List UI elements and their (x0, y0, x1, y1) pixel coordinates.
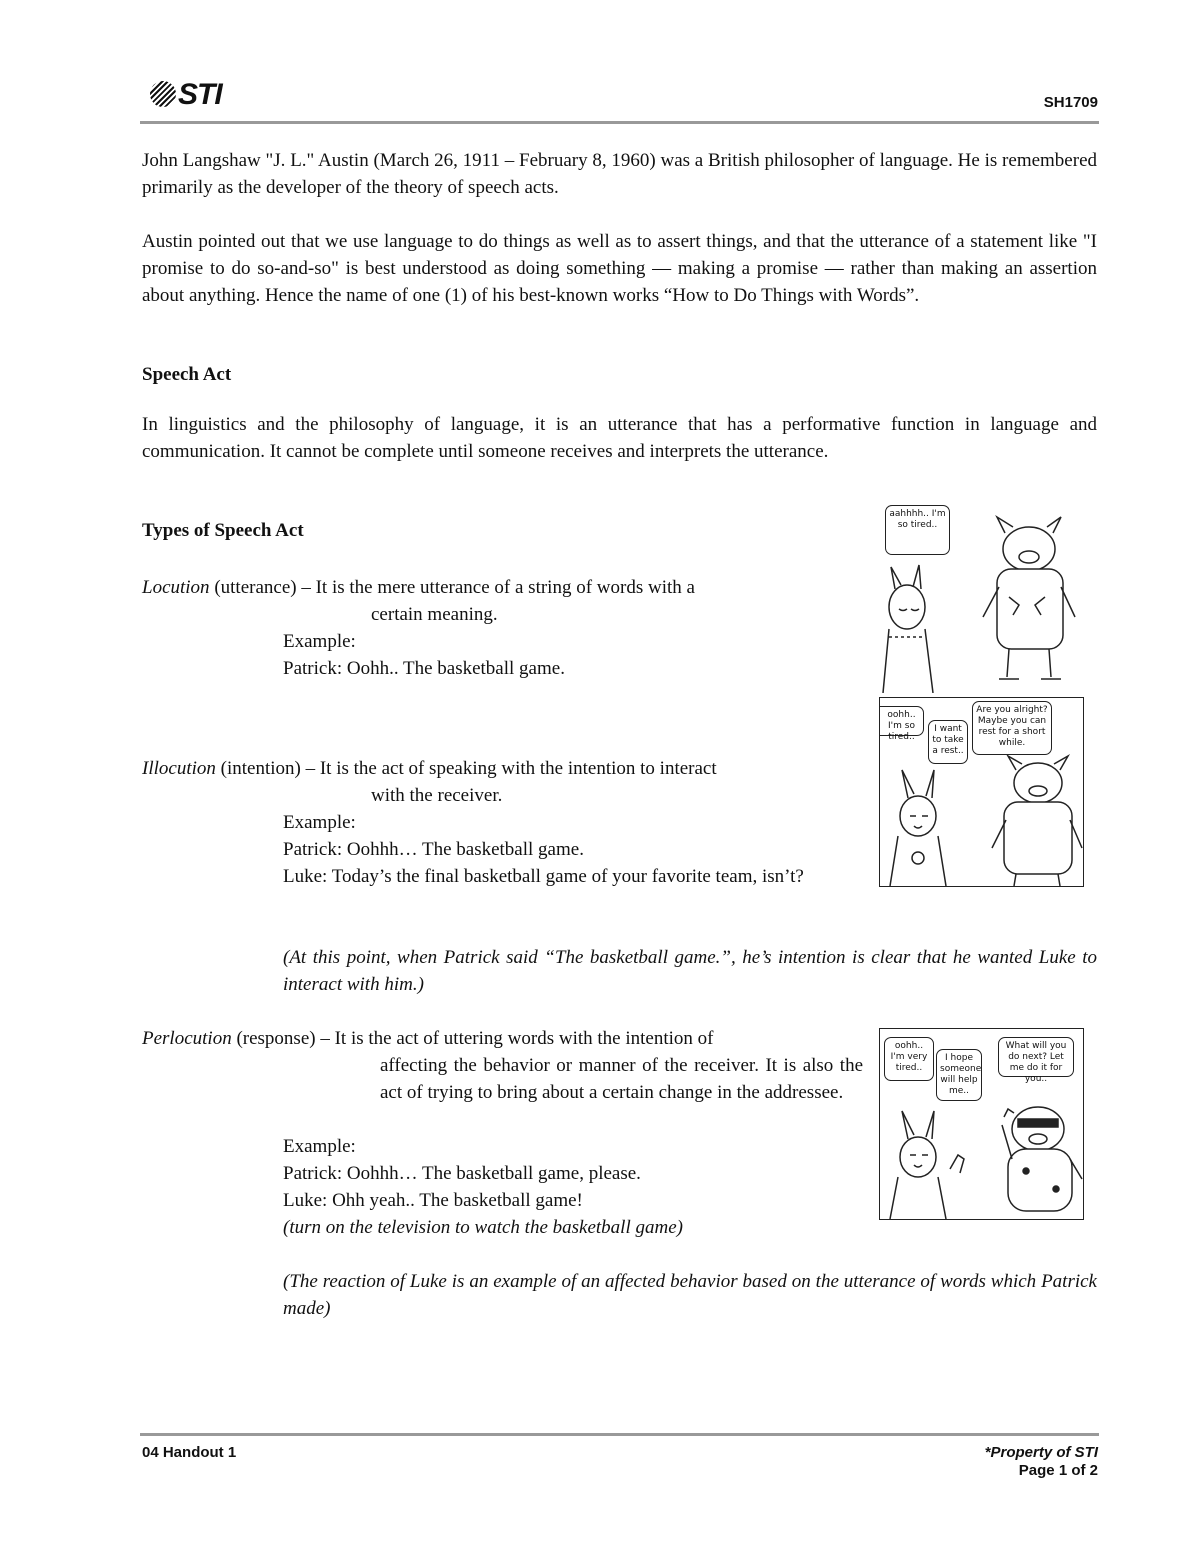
intro-paragraph-1: John Langshaw "J. L." Austin (March 26, 1911 – February 8, 1960) was a British philosopher of language. He is remembered primarily as the developer of the theory of speech acts. (142, 150, 1097, 198)
illocution-example-label: Example: (283, 812, 356, 833)
types-heading: Types of Speech Act (142, 520, 304, 541)
speech-act-heading: Speech Act (142, 364, 232, 385)
locution-example-line: Patrick: Oohh.. The basketball game. (283, 658, 565, 679)
illocution-definition: Illocution (intention) – It is the act of speaking with the intention to interact (142, 758, 717, 779)
locution-term: Locution (142, 577, 210, 598)
speech-bubble-1: oohh.. I'm very tired.. (884, 1037, 934, 1081)
perlocution-note: (The reaction of Luke is an example of an affected behavior based on the utterance of words which Patrick made) (283, 1271, 1097, 1319)
perlocution-definition-cont: affecting the behavior or manner of the receiver. It is also the act of trying to bring about a certain change in the addressee. (380, 1055, 863, 1103)
speech-bubble-3: Are you alright? Maybe you can rest for a short while. (972, 701, 1052, 755)
header-divider (140, 121, 1099, 124)
perlocution-definition: Perlocution (response) – It is the act of uttering words with the intention of (142, 1028, 714, 1049)
speech-bubble: aahhhh.. I'm so tired.. (885, 505, 950, 555)
locution-definition-cont: certain meaning. (371, 604, 498, 625)
speech-bubble-2: I want to take a rest.. (928, 720, 968, 764)
comic-illustration (879, 497, 1082, 693)
comic-panel-locution (879, 497, 1082, 693)
speech-bubble-1: oohh.. I'm so tired.. (880, 706, 924, 736)
speech-act-definition: In linguistics and the philosophy of language, it is an utterance that has a performative function in language and communication. It cannot be complete until someone receives and interprets the utterance. (142, 414, 1097, 462)
locution-example-label: Example: (283, 631, 356, 652)
perlocution-example-line-3: (turn on the television to watch the basketball game) (283, 1217, 683, 1238)
locution-definition: Locution (utterance) – It is the mere utterance of a string of words with a (142, 577, 695, 598)
globe-icon (150, 81, 176, 107)
speech-bubble-2: I hope someone will help me.. (936, 1049, 982, 1101)
comic-panel-perlocution (879, 1028, 1084, 1220)
footer-page-number: Page 1 of 2 (1018, 1462, 1098, 1479)
illocution-term: Illocution (142, 758, 216, 779)
speech-bubble-3: What will you do next? Let me do it for you.. (998, 1037, 1074, 1077)
footer-property: *Property of STI (984, 1444, 1098, 1461)
illocution-example-line-2: Luke: Today’s the final basketball game of your favorite team, isn’t? (283, 866, 804, 887)
footer-divider (140, 1433, 1099, 1436)
perlocution-example-label: Example: (283, 1136, 356, 1157)
sti-logo: STI (150, 78, 222, 112)
perlocution-example-line-2: Luke: Ohh yeah.. The basketball game! (283, 1190, 583, 1211)
intro-paragraph-2: Austin pointed out that we use language to do things as well as to assert things, and that the utterance of a statement like "I promise to do so-and-so" is best understood as doing something — making a promise — rather than making an assertion about anything. Hence the name of one (1) of his best-known works “How to Do Things with Words”. (142, 231, 1097, 306)
illocution-note: (At this point, when Patrick said “The basketball game.”, he’s intention is clear that he wanted Luke to interact with him.) (283, 947, 1097, 995)
comic-illustration (880, 698, 1083, 886)
document-code: SH1709 (1043, 94, 1098, 111)
illocution-definition-cont: with the receiver. (371, 785, 503, 806)
comic-illustration (880, 1029, 1083, 1219)
perlocution-example-line-1: Patrick: Oohhh… The basketball game, please. (283, 1163, 641, 1184)
illocution-example-line-1: Patrick: Oohhh… The basketball game. (283, 839, 584, 860)
perlocution-term: Perlocution (142, 1028, 232, 1049)
comic-panel-illocution (879, 697, 1084, 887)
footer-handout: 04 Handout 1 (142, 1444, 237, 1461)
